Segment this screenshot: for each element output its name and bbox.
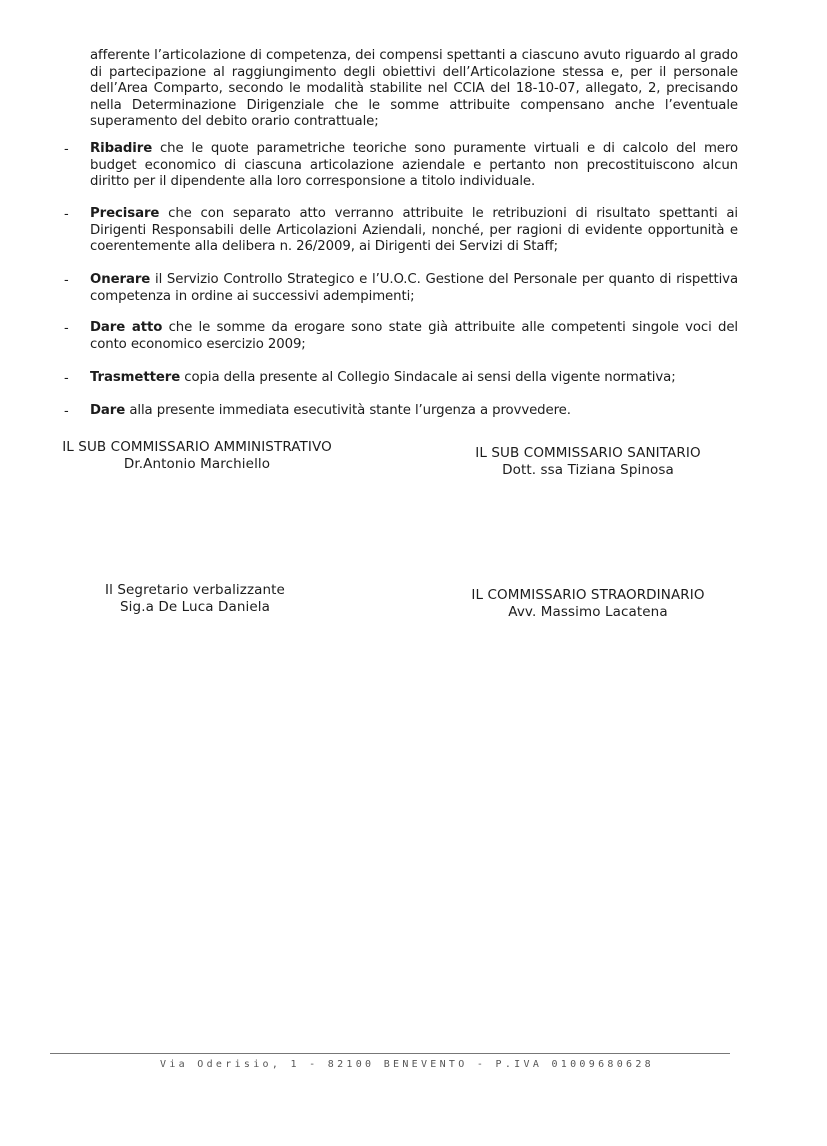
paragraph-continuation xyxy=(90,48,738,131)
footer-address: Via Oderisio, 1 - 82100 BENEVENTO - P.IVA 01009680628 xyxy=(160,1059,654,1070)
bullet-dash: - xyxy=(64,142,69,157)
paragraph-keyword: Onerare xyxy=(90,272,151,287)
signature-name: Avv. Massimo Lacatena xyxy=(508,604,668,620)
paragraph-text: copia della presente al Collegio Sindacale ai sensi della vigente normativa; xyxy=(180,370,676,385)
paragraph-ribadire xyxy=(90,141,738,191)
paragraph-text: alla presente immediata esecutività stante l’urgenza a provvedere. xyxy=(125,403,571,418)
paragraph-text: il Servizio Controllo Strategico e l’U.O.C. Gestione del Personale per quanto di rispettiva competenza in ordine ai successivi adempimenti; xyxy=(90,272,738,304)
signature-sub-commissario-amministrativo xyxy=(62,439,332,473)
paragraph-keyword: Trasmettere xyxy=(90,370,181,385)
bullet-dash: - xyxy=(64,371,69,386)
paragraph-text: che con separato atto verranno attribuite le retribuzioni di risultato spettanti ai Dirigenti Responsabili delle Articolazioni Aziendali, nonché, per ragioni di evidente opportunità e coerentemente alla delibera n. 26/2009, ai Dirigenti dei Servizi di Staff; xyxy=(90,206,738,254)
signature-sub-commissario-sanitario xyxy=(468,445,708,479)
paragraph-text: che le quote parametriche teoriche sono puramente virtuali e di calcolo del mero budget economico di ciascuna articolazione aziendale e pertanto non precostituiscono alcun diritto per il dipendente alla loro corresponsione a titolo individuale. xyxy=(90,141,738,189)
signature-name: Sig.a De Luca Daniela xyxy=(120,599,270,615)
paragraph-precisare xyxy=(90,206,738,256)
bullet-dash: - xyxy=(64,273,69,288)
signature-name: Dott. ssa Tiziana Spinosa xyxy=(502,462,674,478)
bullet-dash: - xyxy=(64,404,69,419)
signature-title: IL COMMISSARIO STRAORDINARIO xyxy=(471,587,705,603)
paragraph-dare-atto xyxy=(90,320,738,353)
signature-title: Il Segretario verbalizzante xyxy=(105,582,285,598)
bullet-dash: - xyxy=(64,207,69,222)
signature-title: IL SUB COMMISSARIO SANITARIO xyxy=(475,445,701,461)
paragraph-keyword: Precisare xyxy=(90,206,160,221)
paragraph-keyword: Dare atto xyxy=(90,320,163,335)
signature-title: IL SUB COMMISSARIO AMMINISTRATIVO xyxy=(62,439,332,455)
signature-segretario xyxy=(90,582,300,616)
signature-name: Dr.Antonio Marchiello xyxy=(123,456,271,472)
footer-divider xyxy=(50,1053,730,1054)
paragraph-keyword: Ribadire xyxy=(90,141,153,156)
bullet-dash: - xyxy=(64,321,69,336)
paragraph-text: afferente l’articolazione di competenza, dei compensi spettanti a ciascuno avuto riguardo al grado di partecipazione al raggiungimento degli obiettivi dell’Articolazione stessa e, per il personale dell’Area Comparto, secondo le modalità stabilite nel CCIA del 18-10-07, allegato, 2, precisando nella Determinazione Dirigenziale che le somme attribuite compensano anche l’eventuale superamento del debito orario contrattuale; xyxy=(90,48,738,129)
paragraph-onerare xyxy=(90,272,738,305)
paragraph-trasmettere xyxy=(90,370,738,387)
paragraph-dare xyxy=(90,403,738,420)
paragraph-text: che le somme da erogare sono state già attribuite alle competenti singole voci del conto economico esercizio 2009; xyxy=(90,320,739,352)
paragraph-keyword: Dare xyxy=(90,403,126,418)
signature-commissario-straordinario xyxy=(466,587,710,621)
